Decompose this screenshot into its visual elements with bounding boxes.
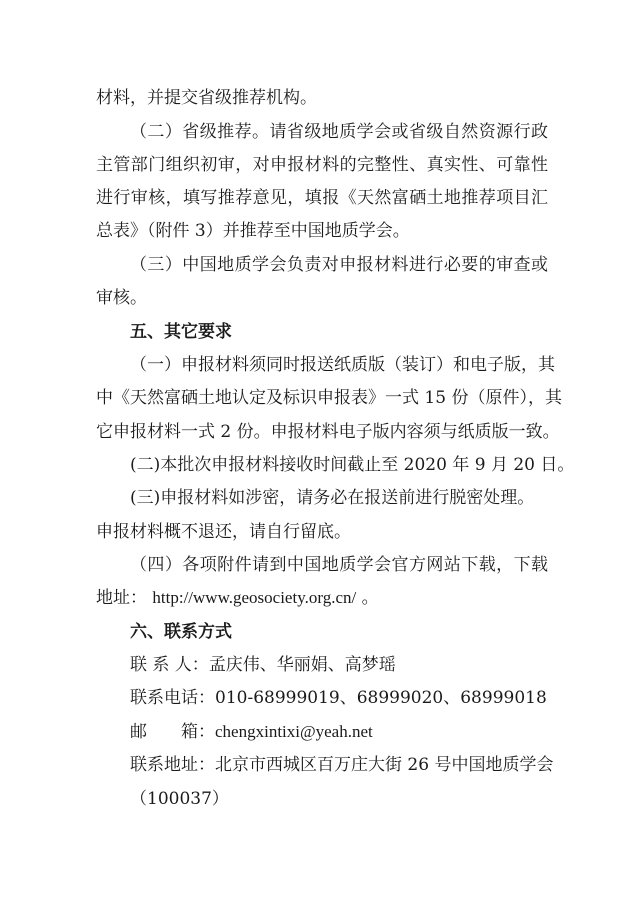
paragraph-line: 材料，并提交省级推荐机构。	[96, 88, 317, 108]
phone-value: 010-68999019、68999020、68999018	[215, 688, 547, 708]
phone-label: 联系电话：	[130, 688, 215, 708]
contact-person-row	[130, 653, 548, 677]
paragraph-line	[96, 586, 548, 610]
website-link[interactable]: http://www.geosociety.org.cn/	[152, 588, 357, 607]
paragraph-line: （二）省级推荐。请省级地质学会或省级自然资源行政	[130, 122, 548, 142]
paragraph-line: 审核。	[96, 288, 147, 308]
contact-value: 孟庆伟、华丽娟、高梦瑶	[208, 655, 396, 675]
paragraph-line: （四）各项附件请到中国地质学会官方网站下载，下载	[130, 555, 548, 575]
contact-label: 联 系 人：	[130, 655, 209, 675]
phone-row	[130, 686, 548, 710]
email-value[interactable]: chengxintixi@yeah.net	[215, 722, 373, 741]
url-label: 地址：	[96, 588, 147, 608]
paragraph-line: （一）申报材料须同时报送纸质版（装订）和电子版，其	[130, 355, 555, 375]
paragraph-line: （三）中国地质学会负责对申报材料进行必要的审查或	[130, 255, 548, 275]
paragraph-line: (二)本批次申报材料接收时间截止至 2020 年 9 月 20 日。	[130, 455, 575, 475]
address-value: 北京市西城区百万庄大街 26 号中国地质学会	[215, 755, 554, 775]
paragraph-line: 进行审核，填写推荐意见，填报《天然富硒土地推荐项目汇	[96, 188, 548, 208]
address-row	[130, 753, 554, 777]
paragraph-line: 申报材料概不退还，请自行留底。	[96, 522, 351, 542]
paragraph-line: 主管部门组织初审，对申报材料的完整性、真实性、可靠性	[96, 155, 548, 175]
url-suffix: 。	[361, 588, 379, 608]
email-row	[130, 720, 548, 744]
section-heading: 六、联系方式	[130, 622, 232, 642]
section-heading: 五、其它要求	[130, 322, 232, 342]
email-label: 邮 箱：	[130, 722, 215, 742]
address-label: 联系地址：	[130, 755, 215, 775]
paragraph-line: 它申报材料一式 2 份。申报材料电子版内容须与纸质版一致。	[96, 422, 560, 442]
paragraph-line: (三)申报材料如涉密，请务必在报送前进行脱密处理。	[130, 488, 535, 508]
paragraph-line: 总表》（附件 3）并推荐至中国地质学会。	[96, 221, 410, 241]
paragraph-line: 中《天然富硒土地认定及标识申报表》一式 15 份（原件），其	[96, 388, 562, 408]
postcode: （100037）	[130, 789, 229, 809]
